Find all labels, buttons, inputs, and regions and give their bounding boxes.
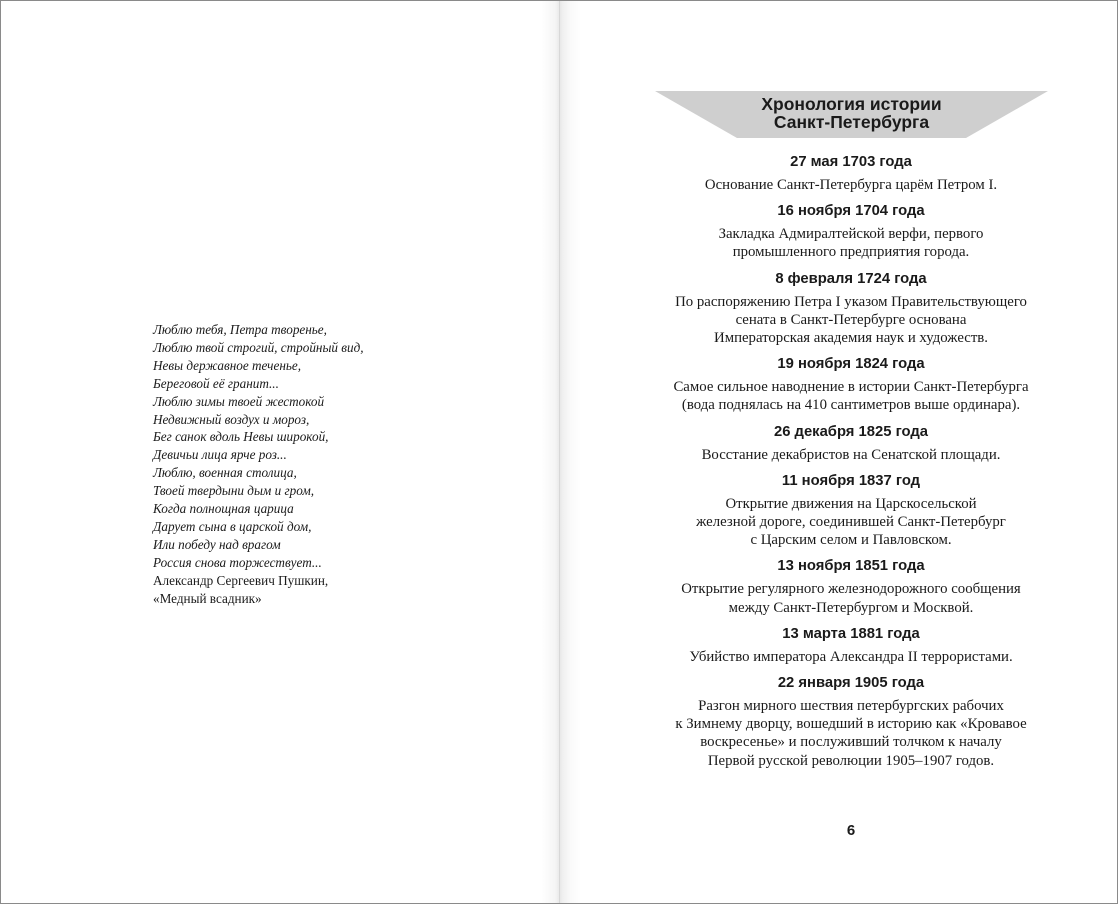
page-number: 6	[846, 822, 856, 839]
chronology-title-line1: Хронология истории	[761, 94, 942, 114]
entry-description	[641, 697, 1061, 770]
poem-line: Девичьи лица ярче роз...	[153, 447, 287, 463]
entry-description	[641, 378, 1061, 414]
entry-description-line: Открытие регулярного железнодорожного сообщения	[681, 581, 1021, 598]
entry-description-line: воскресенье» и послуживший толчком к началу	[700, 734, 1002, 751]
poem-author: Александр Сергеевич Пушкин,	[153, 572, 329, 588]
entry-description-line: Закладка Адмиралтейской верфи, первого	[718, 226, 984, 243]
entry-description-line: Убийство императора Александра II террористами.	[689, 648, 1013, 665]
poem-line: Люблю, военная столица,	[153, 465, 297, 481]
entry-date: 8 февраля 1724 года	[775, 270, 927, 287]
entry-description-line: По распоряжению Петра I указом Правительствующего	[675, 293, 1027, 310]
chronology-entry	[641, 153, 1061, 194]
entry-description-line: между Санкт-Петербургом и Москвой.	[728, 599, 974, 616]
entry-description-line: Императорская академия наук и художеств.	[714, 330, 988, 347]
poem-line: Бег санок вдоль Невы широкой,	[153, 429, 329, 445]
entry-description	[641, 648, 1061, 666]
poem-work-title: «Медный всадник»	[153, 590, 262, 606]
page-gutter-shadow	[541, 1, 581, 903]
entry-date: 11 ноября 1837 год	[781, 472, 921, 489]
entry-description	[641, 225, 1061, 261]
entry-description-line: железной дороге, соединившей Санкт-Петербург	[696, 514, 1006, 531]
poem-block	[153, 321, 364, 608]
poem-line: Дарует сына в царской дом,	[153, 518, 312, 534]
chronology-entry	[641, 202, 1061, 261]
entry-date: 13 марта 1881 года	[782, 625, 920, 642]
entry-date: 16 ноября 1704 года	[777, 203, 925, 220]
entry-description-line: Восстание декабристов на Сенатской площади.	[701, 446, 1001, 463]
poem-lines	[153, 321, 364, 572]
chronology-entry	[641, 625, 1061, 666]
chronology-entry	[641, 423, 1061, 464]
poem-line: Или победу над врагом	[153, 536, 281, 552]
entry-description	[641, 293, 1061, 348]
entry-description-line: Открытие движения на Царскосельской	[725, 495, 977, 512]
chronology-entry	[641, 472, 1061, 550]
chronology-title	[655, 95, 1048, 131]
chronology-entry	[641, 674, 1061, 770]
entry-date: 27 мая 1703 года	[790, 154, 912, 170]
entry-date: 13 ноября 1851 года	[777, 558, 925, 575]
entry-description	[641, 446, 1061, 464]
poem-line: Когда полнощная царица	[153, 501, 294, 517]
entry-description	[641, 580, 1061, 616]
entry-description-line: (вода поднялась на 410 сантиметров выше ординара).	[681, 397, 1021, 414]
entry-description-line: Самое сильное наводнение в истории Санкт-Петербурга	[673, 379, 1029, 396]
chronology-banner	[655, 91, 1048, 138]
entry-date: 26 декабря 1825 года	[773, 423, 929, 440]
entry-description-line: Первой русской революции 1905–1907 годов.	[707, 752, 995, 769]
poem-line: Люблю тебя, Петра творенье,	[153, 322, 327, 337]
entry-description-line: промышленного предприятия города.	[732, 244, 970, 261]
entry-description-line: сената в Санкт-Петербурге основана	[735, 311, 967, 328]
poem-line: Невы державное теченье,	[153, 357, 302, 373]
entry-description	[641, 495, 1061, 550]
entry-description	[641, 176, 1061, 194]
poem-line: Люблю твой строгий, стройный вид,	[153, 339, 364, 355]
poem-line: Россия снова торжествует...	[153, 554, 322, 570]
poem-line: Береговой её гранит...	[153, 375, 279, 391]
chronology-list	[641, 153, 1061, 778]
entry-date: 19 ноября 1824 года	[777, 356, 925, 373]
entry-description-line: Разгон мирного шествия петербургских рабочих	[698, 698, 1004, 715]
chronology-entry	[641, 355, 1061, 414]
chronology-entry	[641, 557, 1061, 616]
entry-description-line: Основание Санкт-Петербурга царём Петром I.	[704, 177, 998, 193]
entry-date: 22 января 1905 года	[777, 675, 925, 692]
poem-line: Твоей твердыни дым и гром,	[153, 483, 315, 499]
chronology-title-line2: Санкт-Петербурга	[773, 112, 930, 132]
entry-description-line: к Зимнему дворцу, вошедший в историю как «Кровавое	[675, 716, 1027, 733]
page-fold	[559, 1, 560, 903]
entry-description-line: с Царским селом и Павловском.	[750, 532, 952, 549]
poem-line: Люблю зимы твоей жестокой	[153, 393, 325, 409]
poem-line: Недвижный воздух и мороз,	[153, 411, 310, 427]
chronology-entry	[641, 270, 1061, 348]
